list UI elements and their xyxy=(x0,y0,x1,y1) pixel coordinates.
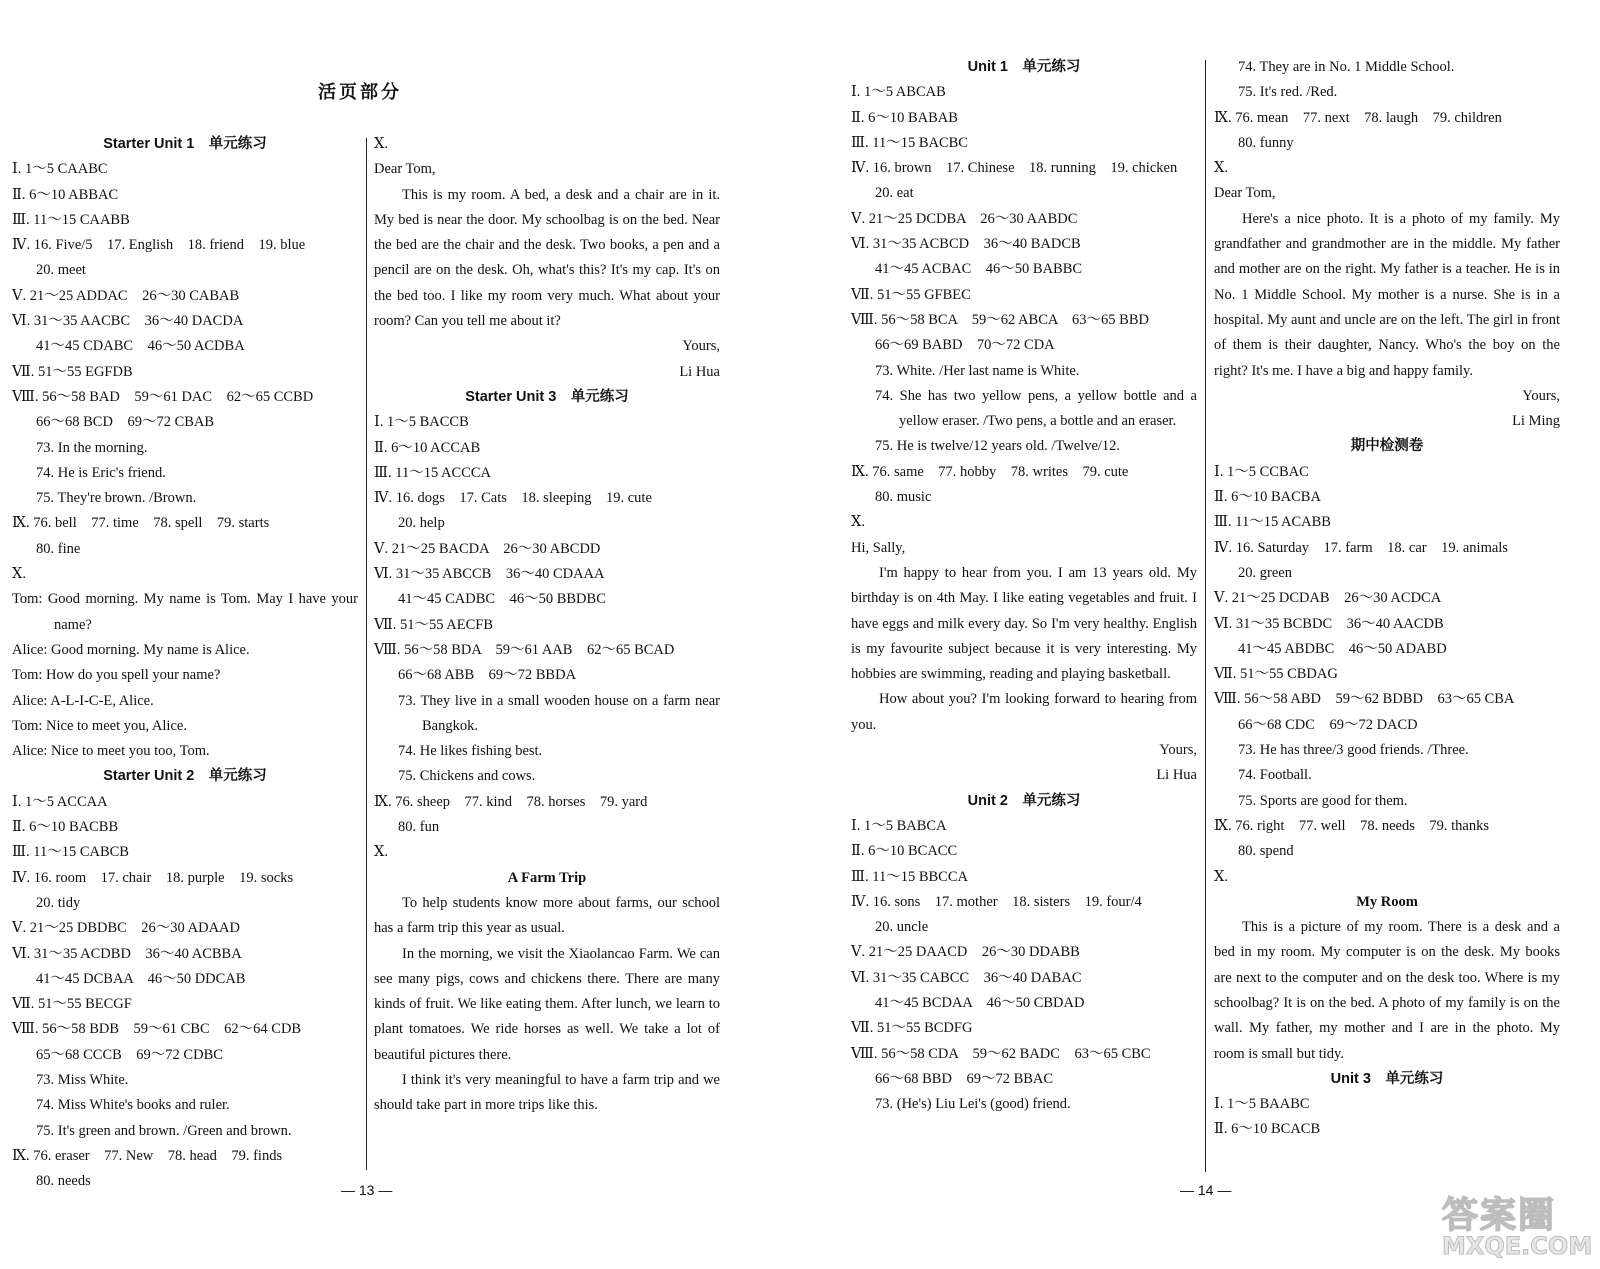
answer-line: 80. funny xyxy=(1238,134,1294,151)
section-heading: Unit 1 单元练习 xyxy=(967,59,1081,75)
paragraph: How about you? I'm looking forward to hearing from you. xyxy=(851,691,1197,733)
paragraph: I think it's very meaningful to have a farm trip and we should take part in more trips like this. xyxy=(374,1071,720,1114)
answer-line: Tom: How do you spell your name? xyxy=(12,667,221,684)
answer-line: 80. music xyxy=(875,489,932,506)
answer-line: Hi, Sally, xyxy=(851,539,906,556)
section-heading: 期中检测卷 xyxy=(1350,438,1424,455)
answer-line: Ⅶ. 51～55 AECFB xyxy=(374,616,494,633)
answer-line: 75. Chickens and cows. xyxy=(398,768,536,785)
answer-line: Ⅱ. 6～10 ACCAB xyxy=(374,439,481,456)
answer-line: 66～68 ABB 69～72 BBDA xyxy=(398,667,577,684)
answer-line: Ⅲ. 11～15 BACBC xyxy=(851,134,968,151)
answer-line: 80. spend xyxy=(1238,843,1294,860)
paragraph: In the morning, we visit the Xiaolancao Farm. We can see many pigs, cows and chickens there. There are many kinds of fruit. We like eating them. After lunch, we learn to plant tomatoes. We ride horses as well. We take a lot of beautiful pictures there. xyxy=(374,945,720,1063)
answer-line: Ⅸ. 76. right 77. well 78. needs 79. thanks xyxy=(1214,817,1489,834)
answer-column-3 xyxy=(851,55,1197,1117)
letter-signoff: Li Hua xyxy=(1156,767,1197,784)
answer-line: 41～45 DCBAA 46～50 DDCAB xyxy=(36,970,246,987)
answer-line: Ⅱ. 6～10 BCACC xyxy=(851,843,958,860)
answer-line: Dear Tom, xyxy=(374,161,436,178)
answer-line: 41～45 BCDAA 46～50 CBDAD xyxy=(875,994,1085,1011)
column-divider-left xyxy=(366,138,367,1170)
answer-line: 74. They are in No. 1 Middle School. xyxy=(1238,59,1455,75)
answer-line: Ⅲ. 11～15 ACABB xyxy=(1214,514,1331,531)
answer-line: Ⅵ. 31～35 ABCCB 36～40 CDAAA xyxy=(374,566,605,583)
page-main-title: 活页部分 xyxy=(318,82,402,103)
answer-line: 74. She has two yellow pens, a yellow bottle and a yellow eraser. /Two pens, a bottle and an eraser. xyxy=(875,387,1197,430)
answer-line: Ⅷ. 56～58 CDA 59～62 BADC 63～65 CBC xyxy=(851,1045,1151,1062)
watermark-top-text: 答案圈 xyxy=(1442,1195,1557,1236)
paragraph: Here's a nice photo. It is a photo of my family. My grandfather and grandmother are in the middle. My father and mother are on the right. My father is a teacher. He is in No. 1 Middle School. My mother is a nurse. She is in a hospital. My aunt and uncle are on the left. The girl in front of them is their daughter, Nancy. Who's the boy on the right? It's me. I have a big and happy family. xyxy=(1214,210,1560,379)
answer-line: 20. eat xyxy=(875,185,914,202)
answer-line: Ⅹ. xyxy=(1214,868,1228,885)
answer-line: Ⅲ. 11～15 ACCCA xyxy=(374,464,491,481)
watermark-logo xyxy=(1442,1187,1592,1261)
answer-line: Ⅰ. 1～5 ABCAB xyxy=(851,84,946,101)
paragraph: This is my room. A bed, a desk and a chair are in it. My bed is near the door. My schoolbag is on the bed. Near the bed are the chair and the desk. Two books, a pen and a pencil are on the desk. Oh, what's this? It's my cap. It's on the bed too. I like my room very much. What about your room? Can you tell me about it? xyxy=(374,186,720,330)
answer-line: Alice: Nice to meet you too, Tom. xyxy=(12,743,210,760)
answer-line: Ⅹ. xyxy=(12,566,26,583)
essay-title: A Farm Trip xyxy=(507,869,587,886)
answer-line: 73. White. /Her last name is White. xyxy=(875,362,1080,379)
answer-line: Ⅵ. 31～35 ACDBD 36～40 ACBBA xyxy=(12,945,242,962)
answer-line: Ⅷ. 56～58 BDB 59～61 CBC 62～64 CDB xyxy=(12,1021,302,1038)
page-number-14: — 14 — xyxy=(1180,1182,1232,1198)
essay-title: My Room xyxy=(1356,893,1418,910)
answer-line: 80. fun xyxy=(398,819,440,836)
answer-line: Ⅲ. 11～15 BBCCA xyxy=(851,868,968,885)
answer-line: Ⅷ. 56～58 ABD 59～62 BDBD 63～65 CBA xyxy=(1214,691,1515,708)
answer-line: Ⅵ. 31～35 CABCC 36～40 DABAC xyxy=(851,969,1082,986)
answer-line: 20. uncle xyxy=(875,919,929,936)
answer-line: 80. fine xyxy=(36,540,81,557)
letter-signoff: Yours, xyxy=(1522,387,1560,404)
answer-line: 73. (He's) Liu Lei's (good) friend. xyxy=(875,1096,1071,1113)
paragraph: I'm happy to hear from you. I am 13 years old. My birthday is on 4th May. I like eating vegetables and fruit. I have eggs and milk every day. So I'm very healthy. English is my favourite subject because it is very interesting. My hobbies are swimming, reading and playing basketball. xyxy=(851,564,1197,683)
letter-signoff: Li Ming xyxy=(1512,413,1560,430)
answer-line: Ⅶ. 51～55 GFBEC xyxy=(851,286,971,303)
answer-line: 74. He is Eric's friend. xyxy=(36,464,166,481)
answer-line: Ⅶ. 51～55 BECGF xyxy=(12,996,132,1013)
answer-line: Ⅶ. 51～55 CBDAG xyxy=(1214,666,1338,683)
answer-line: 41～45 ACBAC 46～50 BABBC xyxy=(875,261,1083,278)
answer-line: Ⅹ. xyxy=(374,136,388,152)
answer-line: Tom: Nice to meet you, Alice. xyxy=(12,717,187,734)
answer-line: Ⅴ. 21～25 ADDAC 26～30 CABAB xyxy=(12,287,240,304)
answer-line: 66～68 BCD 69～72 CBAB xyxy=(36,414,215,431)
answer-line: Ⅰ. 1～5 CCBAC xyxy=(1214,463,1309,480)
letter-signoff: Li Hua xyxy=(679,363,720,380)
answer-column-2 xyxy=(374,132,720,1119)
answer-line: 41～45 CADBC 46～50 BBDBC xyxy=(398,591,606,608)
answer-line: Ⅳ. 16. dogs 17. Cats 18. sleeping 19. cute xyxy=(374,490,652,507)
watermark-bottom-text: MXQE.COM xyxy=(1442,1232,1593,1260)
section-heading: Unit 2 单元练习 xyxy=(967,792,1081,809)
answer-line: Ⅹ. xyxy=(851,514,865,531)
answer-line: Ⅰ. 1～5 CAABC xyxy=(12,161,108,178)
section-heading: Starter Unit 3 单元练习 xyxy=(465,388,629,405)
answer-line: 74. Football. xyxy=(1238,767,1312,784)
column-divider-right xyxy=(1205,60,1206,1172)
answer-line: Ⅱ. 6～10 BABAB xyxy=(851,109,958,126)
answer-line: 20. meet xyxy=(36,262,86,279)
answer-line: 20. tidy xyxy=(36,894,81,911)
answer-line: 75. They're brown. /Brown. xyxy=(36,490,197,507)
answer-line: 66～68 CDC 69～72 DACD xyxy=(1238,716,1418,733)
answer-line: 65～68 CCCB 69～72 CDBC xyxy=(36,1046,223,1063)
answer-line: Ⅵ. 31～35 AACBC 36～40 DACDA xyxy=(12,313,244,330)
answer-line: Ⅴ. 21～25 DAACD 26～30 DDABB xyxy=(851,944,1080,961)
letter-signoff: Yours, xyxy=(682,338,720,355)
answer-line: Alice: Good morning. My name is Alice. xyxy=(12,641,250,658)
answer-line: Ⅹ. xyxy=(374,844,388,861)
answer-line: Ⅰ. 1～5 BABCA xyxy=(851,817,947,834)
answer-line: Ⅱ. 6～10 ABBAC xyxy=(12,186,119,203)
answer-line: Ⅴ. 21～25 DCDBA 26～30 AABDC xyxy=(851,210,1078,227)
answer-line: Ⅳ. 16. Saturday 17. farm 18. car 19. animals xyxy=(1214,539,1508,556)
answer-column-1 xyxy=(12,132,358,1194)
answer-line: Ⅰ. 1～5 BACCB xyxy=(374,414,469,431)
answer-line: Ⅶ. 51～55 BCDFG xyxy=(851,1020,973,1037)
section-heading: Starter Unit 1 单元练习 xyxy=(103,136,267,152)
answer-line: Alice: A-L-I-C-E, Alice. xyxy=(12,692,154,709)
dialogue-line: Tom: Good morning. My name is Tom. May I have your name? xyxy=(12,591,358,633)
answer-line: Ⅴ. 21～25 DCDAB 26～30 ACDCA xyxy=(1214,590,1442,607)
answer-line: Ⅳ. 16. room 17. chair 18. purple 19. socks xyxy=(12,869,294,886)
answer-line: 75. It's red. /Red. xyxy=(1238,84,1338,101)
answer-line: Ⅶ. 51～55 EGFDB xyxy=(12,363,133,380)
section-heading: Unit 3 单元练习 xyxy=(1330,1070,1444,1087)
answer-line: 66～68 BBD 69～72 BBAC xyxy=(875,1070,1054,1087)
letter-signoff: Yours, xyxy=(1159,742,1197,759)
answer-line: 66～69 BABD 70～72 CDA xyxy=(875,337,1055,354)
answer-line: Ⅰ. 1～5 ACCAA xyxy=(12,793,108,810)
answer-line: 20. green xyxy=(1238,564,1292,581)
answer-line: 80. needs xyxy=(36,1173,91,1190)
answer-line: Ⅷ. 56～58 BCA 59～62 ABCA 63～65 BBD xyxy=(851,311,1149,328)
answer-line: Ⅷ. 56～58 BAD 59～61 DAC 62～65 CCBD xyxy=(12,388,314,405)
answer-line: Ⅸ. 76. bell 77. time 78. spell 79. starts xyxy=(12,515,270,532)
section-heading: Starter Unit 2 单元练习 xyxy=(103,768,267,785)
answer-line: Ⅱ. 6～10 BACBA xyxy=(1214,489,1321,506)
answer-line: Ⅳ. 16. Five/5 17. English 18. friend 19. blue xyxy=(12,237,306,254)
answer-line: Ⅸ. 76. mean 77. next 78. laugh 79. children xyxy=(1214,109,1502,126)
paragraph: To help students know more about farms, our school has a farm trip this year as usual. xyxy=(374,894,720,937)
answer-line: 41～45 ABDBC 46～50 ADABD xyxy=(1238,640,1447,657)
answer-line: Ⅸ. 76. same 77. hobby 78. writes 79. cute xyxy=(851,463,1129,480)
answer-line: 20. help xyxy=(398,515,445,532)
answer-line: 74. He likes fishing best. xyxy=(398,743,543,760)
answer-line: Ⅴ. 21～25 DBDBC 26～30 ADAAD xyxy=(12,920,240,937)
answer-column-4 xyxy=(1214,55,1560,1143)
answer-line: Ⅲ. 11～15 CABCB xyxy=(12,844,129,861)
paragraph: This is a picture of my room. There is a desk and a bed in my room. My computer is on the desk. My books are next to the computer and on the desk too. Where is my schoolbag? It is on the bed. A photo of my family is on the wall. My father, my mother and I are in the photo. My room is small but tidy. xyxy=(1214,919,1560,1062)
answer-line: 74. Miss White's books and ruler. xyxy=(36,1097,230,1114)
answer-line: 73. He has three/3 good friends. /Three. xyxy=(1238,742,1469,759)
answer-line: 73. Miss White. xyxy=(36,1071,129,1088)
answer-line: Ⅷ. 56～58 BDA 59～61 AAB 62～65 BCAD xyxy=(374,641,675,658)
answer-line: Ⅳ. 16. brown 17. Chinese 18. running 19. chicken xyxy=(851,160,1178,177)
answer-line: Ⅰ. 1～5 BAABC xyxy=(1214,1096,1310,1113)
answer-line: Ⅵ. 31～35 BCBDC 36～40 AACDB xyxy=(1214,615,1444,632)
answer-line: 73. In the morning. xyxy=(36,439,148,456)
answer-line: 75. It's green and brown. /Green and brown. xyxy=(36,1122,292,1139)
answer-line: 75. He is twelve/12 years old. /Twelve/12. xyxy=(875,438,1121,455)
answer-line: Ⅱ. 6～10 BCACB xyxy=(1214,1121,1321,1138)
answer-line: Ⅵ. 31～35 ACBCD 36～40 BADCB xyxy=(851,236,1081,253)
page-number-13: — 13 — xyxy=(341,1182,393,1198)
answer-line: Ⅸ. 76. eraser 77. New 78. head 79. finds xyxy=(12,1147,283,1164)
answer-line: 75. Sports are good for them. xyxy=(1238,792,1408,809)
answer-line: Ⅳ. 16. sons 17. mother 18. sisters 19. four/4 xyxy=(851,893,1142,910)
answer-line: Ⅴ. 21～25 BACDA 26～30 ABCDD xyxy=(374,540,601,557)
answer-line: 41～45 CDABC 46～50 ACDBA xyxy=(36,338,245,355)
answer-line: Ⅲ. 11～15 CAABB xyxy=(12,211,130,228)
answer-line: Ⅸ. 76. sheep 77. kind 78. horses 79. yard xyxy=(374,793,648,810)
answer-line: 73. They live in a small wooden house on a farm near Bangkok. xyxy=(398,692,720,734)
answer-line: Dear Tom, xyxy=(1214,185,1276,202)
answer-line: Ⅹ. xyxy=(1214,160,1228,177)
answer-line: Ⅱ. 6～10 BACBB xyxy=(12,819,119,836)
